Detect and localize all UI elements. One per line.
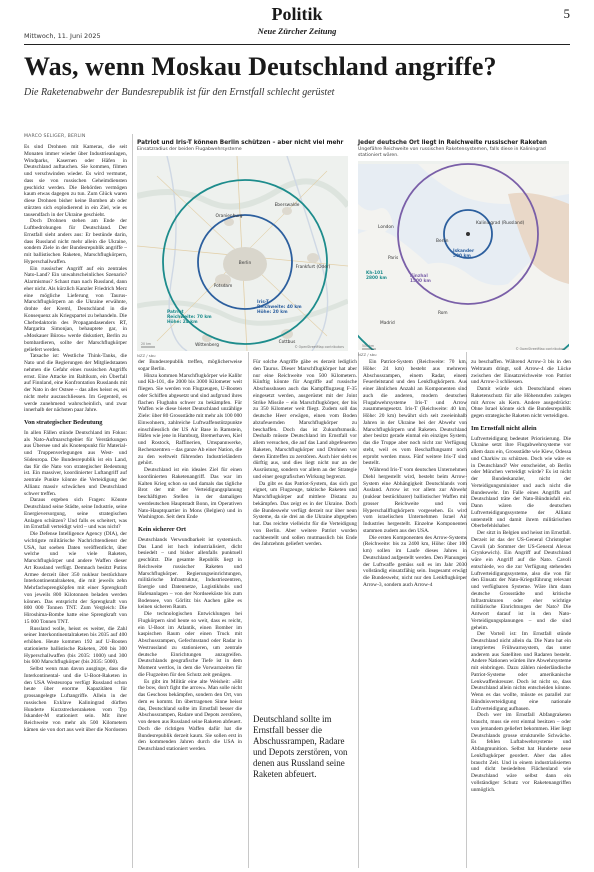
- page-number: 5: [563, 6, 570, 21]
- paragraph: Damit würde sich Deutschland einen Raketenschutz für alle Höhenstufen zulegen mit Arrow als Kern. Andere ausgedrückt: Ohne Israel könnte sich die Bundesrepublik gegen strategische Raketen nicht verteidigen.: [471, 386, 571, 419]
- paragraph: Für solche Angriffe gäbe es derzeit lediglich den Taurus. Dieser Marschflugkörper hat aber nur eine Reichweite von 500 Kilometern. Künftig könnte für Angriffe auf russische Abschussbasen auch das Kampfflugzeug F-35 eingesetzt werden, ausgerüstet mit der Joint Strike Missile – ein Marschflugkörper, der bis zu 350 Kilometer weit fliegt. Zudem soll das deutsche Heer erwägen, einen vom Boden abzufeuernden Marschflugkörper zu beschaffen. Doch das ist Zukunftsmusik. Deshalb müsste Deutschland im Ernstfall vor allem versuchen, die auf das Land abgefeuerten Raketen, Marschflugkörper und Drohnen vor deren Eintreffen zu zerstören. Auch hier sieht es dürftig aus, und dies liegt nicht nur an der Ausrüstung, sondern vor allem an der Strategie und einer geografischen Wirkung begrenzt.: [253, 359, 357, 480]
- map-label-patriot-range: Reichweite: 70 km: [167, 314, 212, 320]
- map-label-kh101: Kh-101: [366, 271, 384, 277]
- column-rule: [132, 134, 133, 868]
- map-city-rom: Rom: [438, 311, 448, 317]
- subheading: Von strategischer Bedeutung: [24, 419, 103, 426]
- paragraph: Luftverteidigung bedeutet Priorisierung. Die Ukraine setzt ihre Flugabwehrsysteme vor allem dazu ein, Grossstädte wie Kiew, Odessa und Charkiw zu schützen. Doch wie wäre es in Deutschland? Wer entscheidet, ob Berlin oder München verteidigt würde? Es ist nicht der Bundeskanzler, nicht der Verteidigungsminister und auch nicht die Bundeswehr. Im Falle eines Angriffs auf Deutschland träte der Nato-Bündnisfall ein. Dann wären die deutschen Luftverteidigungssysteme der Allianz unterstellt und damit ihrem militärischen Oberbefehlshaber.: [471, 435, 571, 530]
- map-credit: © OpenStreetMap contributors: [515, 347, 565, 352]
- article-column-5: [471, 359, 571, 793]
- map-city-madrid: Madrid: [380, 321, 395, 327]
- article-author: MARCO SELIGER, BERLIN: [24, 134, 86, 139]
- map-label-kinzhal: Kinzhal: [410, 274, 428, 280]
- publication-date: Mittwoch, 11. Juni 2025: [24, 32, 101, 40]
- body-text: [471, 359, 571, 793]
- map-subtitle: Einsatzradius der beiden Flugabwehrsysteme: [137, 147, 242, 152]
- article-headline: Was, wenn Moskau Deutschland angriffe?: [24, 52, 497, 81]
- body-text: [24, 144, 127, 734]
- map-city-paris: Paris: [388, 256, 399, 262]
- map-scale: 20 km: [141, 341, 152, 346]
- map-city-oranienburg: Oranienburg: [215, 213, 243, 219]
- column-rule: [248, 352, 249, 868]
- paragraph: Selbst wenn man davon ausginge, dass die Interkontinental- und die U-Boot-Raketen in den USA Westeuropa verfügt Russland schon heute über enorme Kapazitäten für grossangelegte Luftangriffe. Allein in der russischen Exklave Kaliningrad dürften Hunderte Kurzstreckenraketen vom Typ Iskander-M stationiert sein. Mit ihrer Reichweite von mehr als 500 Kilometern kämen sie von dort aus weit über die Nordosten: [24, 666, 127, 733]
- map-russian-missile-range: [358, 140, 569, 357]
- map-city-wittenberg: Wittenberg: [195, 342, 219, 348]
- article-subline: Die Raketenabwehr der Bundesrepublik ist für den Ernstfall schlecht gerüstet: [24, 87, 335, 98]
- subheading: Im Ernstfall nicht allein: [471, 424, 537, 432]
- map-label-patriot-altitude: Höhe: 24 km: [167, 319, 198, 325]
- paragraph: Da gibt es das Patriot-System, das sich gut eignet, um Flugzeuge, taktische Raketen und Marschflugkörper auf mittlere Distanz zu bekämpfen. Das zeigt es in der Ukraine. Doch die Bundeswehr verfügt derzeit nur über neun Systeme, da sie drei an die Ukraine abgegeben hat. Das reichte vielleicht für die Verteidigung von Berlin. Aber weitere Patriot wurden nachbestellt und sollen mutmasslich bis Ende des Jahrzehnts geliefert werden.: [253, 480, 357, 548]
- paragraph: Ein russischer Angriff auf ein zentrales Nato-Land? Ein unwahrscheinliches Szenario? Alarmismus? Schaut man nach Russland, dann eher nicht. Als kürzlich Kanzler Friedrich Merz eine mögliche Lieferung von Taurus-Marschflugkörpern an die Ukraine erwähnte, drohte der Kreml, Deutschland in die Konsequenz als Kriegspartei zu behandeln. Die Chefredaktorin des Propagandasenders RT, Margarita Simonjan, behauptete gar, in «Moskauer Büros» werde diskutiert, Berlin zu bombardieren, sollte der Marschflugkörper geliefert werden.: [24, 265, 127, 353]
- map-europe-svg: [358, 161, 569, 350]
- page-header: [24, 4, 570, 42]
- paragraph: Tatsache ist: Westliche Think-Tanks, die Nato und die Regierungen der Mitgliedstaaten nehmen die Gefahr eines russischen Angriffs ernst. Eine Attacke im Baltikum, ein Überfall auf Finnland, eine Konfrontation Russlands mit der Nato in der Ostsee – das alles heisst es, sei nicht mehr auszuschliessen. Im Gegenteil, es werde zunehmend wahrscheinlich, und zwar innerhalb der nächsten paar Jahre.: [24, 353, 127, 414]
- paragraph: Der sitzt in Belgien und heisst im Ernstfall. Derzeit ist das der US-General Christopher Cavoli (ab Sommer der US-General Alexus Grynkewich). Ein Angriff auf Deutschland wäre ein Angriff auf die Nato. Cavoli entschiede, wo die zur Verfügung stehenden Luftverteidigungssysteme, also die von für den Einsatz der Nato-Kriegsführung relevant und verfügbaren Systeme. Wäre ihm dann deutsche Grossstädte und kritische Infrastrukturen oder eher wichtige militärische Einrichtungen der Nato? Die Antwort darauf ist in den Nato-Verteidigungsplanungen – und die sind geheim.: [471, 530, 571, 631]
- header-rule: [24, 44, 570, 45]
- paragraph: Russland wolle, heisst es weiter, die Zahl seiner Interkontinentalraketen bis 2035 auf 400 erhöhen. Heute kommen 192 auf U-Booten stationierte ballistische Raketen, 200 bis 300 Hyperschallwaffen (bis 2035: 1000) und 300 bis 600 Marschflugkörper (bis 2035: 5000).: [24, 625, 127, 666]
- map-city-london: London: [378, 225, 394, 231]
- body-text: [253, 359, 357, 548]
- article-column-2: [138, 359, 242, 753]
- map-label-iskander-range: 500 km: [453, 254, 471, 260]
- article-column-1: [24, 134, 127, 734]
- map-title: Jeder deutsche Ort liegt in Reichweite russischer Raketen: [358, 140, 548, 146]
- map-label-iris-t-range: Reichweite: 40 km: [257, 304, 302, 310]
- paragraph: Es sind Drohnen mit Kameras, die seit Monaten immer wieder über Industrieanlagen, Windparks, Kasernen oder Häfen in Deutschland auftauchen. Sie kommen, filmen und verschwinden wieder. Es wird vermutet, dass sie von russischen Geheimdiensten geschickt werden. Die Behörden vermögen kaum etwas dagegen zu tun. Zum Glück waren diese Drohnen bisher keine Bomben ab oder stürzten sich explodierend in ein Ziel, wie es tausendfach in der Ukraine geschieht.: [24, 144, 127, 218]
- map-frame[interactable]: [358, 161, 569, 350]
- paragraph: zu beschaffen. Während Arrow-3 bis in den Weltraum dringt, soll Arrow-4 die Lücke zwischen der Einsatzreichweite von Patriot und Arrow-3 schliessen.: [471, 359, 571, 386]
- map-footer: NZZ / sbu: [137, 352, 156, 358]
- paragraph: Die ersten Komponenten des Arrow-Systems (Reichweite: bis zu 2400 km, Höhe: über 100 km) sollen im Laufe dieses Jahres in Deutschland aufgestellt werden. Den Planungen der Luftwaffe gemäss soll es im Jahr 2030 vollständig einsatzfähig sein. Insgesamt erwägt die Bundeswehr, nicht nur den Lenkflugkörper Arrow-3, sondern auch Arrow-4: [363, 534, 467, 588]
- map-credit: © OpenStreetMap contributors: [294, 344, 344, 349]
- subheading: Kein sicherer Ort: [138, 526, 187, 533]
- map-city-berlin: Berlin: [436, 239, 449, 245]
- map-city-potsdam: Potsdam: [213, 283, 233, 289]
- body-text: [138, 359, 242, 753]
- paragraph: Der Vorteil ist: Im Ernstfall stünde Deutschland nicht allein da. Die Nato hat ein integriertes Frühwarnsystem, das unter anderem aus Satelliten und Radaren besteht. Andere Nationen würden ihre Abwehrsysteme mit einbringen. Dazu zählen niederländische Patriot-Systeme oder amerikanische Lenkwaffenkreuzer. Doch ist nicht so, dass Deutschland allein nichts entscheiden könnte. Wenn es das wollte, müsste es parallel zur Bündnisverteidigung eine nationale Luftverteidigung aufbauen.: [471, 631, 571, 712]
- article-column-3: [253, 359, 357, 709]
- body-text: [363, 359, 467, 589]
- paragraph: Daraus ergeben sich Fragen: Könnte Deutschland seine Städte, seine Industrie, seine Energieversorgung, seine strategischen Anlagen schützen? Und falls es scheitert, was im Ernstfall verteidigt wird – und was nicht?: [24, 497, 127, 531]
- paragraph: Während Iris-T vom deutschen Unternehmen Diehl hergestellt wird, besteht beim Arrow-System eine Abhängigkeit Deutschlands vom Ausland. Arrow ist vor allem zur Abwehr (nuklear bestückbarer) ballistischer Waffen mit grosser Reichweite und von Hyperschallflugkörpern vorgesehen. Es wird vom israelischen Unternehmen Israel Air Industries hergestellt. Einzelne Komponenten stammen zudem aus den USA.: [363, 467, 467, 534]
- map-label-kinzhal-range: 1500 km: [410, 279, 431, 285]
- column-rule: [358, 352, 359, 868]
- map-label-iris-t-altitude: Höhe: 20 km: [257, 309, 288, 315]
- map-frame[interactable]: [137, 156, 348, 351]
- map-label-kh101-range: 2800 km: [366, 276, 387, 282]
- map-city-eberswalde: Eberswalde: [274, 202, 300, 208]
- map-subtitle: Ungefähre Reichweite von russischen Raketensystemen, falls diese in Kaliningrad stationiert wären.: [358, 147, 546, 158]
- map-berlin-svg: [137, 156, 348, 351]
- paragraph: Doch wer im Ernstfall Abfangraketen braucht, muss sie erst einmal besitzen – oder von jemandem geliefert bekommen. Hier liegt Deutschlands grosse strukturelle Schwäche. Es fehlen Luftabwehrsysteme und Abfangmunition. Selbst hat Hunderte neue Lenkflugkörper geordert. Aber das alles braucht Zeit. Und in einem industrialisierten und dicht besiedelten Flächenland wie Deutschland wäre selbst dann ein vollständiger Schutz vor Raketenangriffen unmöglich.: [471, 712, 571, 793]
- map-berlin-air-defense: [137, 140, 348, 358]
- paragraph: In allen Fällen stünde Deutschland im Fokus: als Nato-Aufmarschgebiet für Verstärkungen aus Übersee und als Knotenpunkt für Material- und Truppenverlegungen aus West- und Südeuropa. Die Bundesrepublik ist ein Land, das für die Nato von strategischer Bedeutung ist. Ein massiver, koordinierter Luftangriff auf zentrale Punkte könnte die Verteidigung der Allianz massiv schwächen und Deutschland schwer treffen.: [24, 429, 127, 497]
- pull-quote: Deutschland sollte im Ernstfall besser die Abschussrampen, Radare und Depots zerstören, von denen aus Russland seine Raketen abfeuert.: [253, 714, 348, 779]
- paragraph: Die Defense Intelligence Agency (DIA), der wichtigste militärische Nachrichtendienst der USA, hat soeben Daten veröffentlicht, über welche und wie viele Raketen, Marschflugkörper und andere Waffen dieser Art Russland verfügt. Demnach besitzt Putins Armee derzeit über 350 nuklear bestückbare Interkontinentalraketen, die mit jeweils zehn Mehrfachsprengköpfen mit einer Sprengkraft von jeweils 800 Kilotonnen beladen werden können. Das entspricht der Sprengkraft von 800 000 Tonnen TNT. Zum Vergleich: Die Hiroshima-Bombe hatte eine Sprengkraft von 15 000 Tonnen TNT.: [24, 531, 127, 625]
- map-label-patriot: Patriot: [167, 309, 184, 315]
- map-footer: NZZ / sbu: [358, 352, 377, 358]
- paragraph: Deutschland ist ein ideales Ziel für einen koordinierten Raketenangriff. Das war im Kalten Krieg schon so und damals das tägliche Brot der mit der Verteidigungsplanung beschäftigten Stellen in der damaligen westdeutschen Hauptstadt Bonn, im Operativen Nato-Hauptquartier in Mons (Belgien) und in Washington. Seit dem Ende: [138, 467, 242, 521]
- map-label-iskander: Iskander: [453, 249, 475, 255]
- paragraph: der Bundesrepublik treffen, möglicherweise sogar Berlin.: [138, 359, 242, 372]
- paragraph: Ein Patriot-System (Reichweite: 70 km, Höhe: 24 km) besteht aus mehreren Abschussrampen, einem Radar, einem Feuerleitstand und den Lenkflugkörpern. Aus einer ähnlichen Anzahl an Komponenten sind auch die anderen, modern deutschen Flugabwehrsysteme Iris-T und Arrow zusammengesetzt. Iris-T (Reichweite: 40 km, Höhe: 20 km) bewährt sich seit zweieinhalb Jahren in der Ukraine bei der Abwehr von Marschflugkörpern und Raketen. Deutschland aber besitzt gerade einmal ein einziges System, das die Truppe aber noch nicht zur Verfügung steht, weil es vom Beschaffungsamt noch erprobt werden muss. Fünf weitere Iris-T sind bestellt.: [363, 359, 467, 467]
- map-label-iris-t: Iris-T: [257, 299, 269, 305]
- newspaper-name: Neue Zürcher Zeitung: [257, 26, 337, 36]
- map-city-berlin: Berlin: [238, 260, 252, 266]
- paragraph: Hinzu kommen Marschflugkörper wie Kalibr und Kh-101, die 2000 bis 3000 Kilometer weit fliegen. Sie werden von Flugzeugen, U-Booten oder Schiffen abgesetzt und sind aufgrund ihres flachen Flugbahn schwer zu bekämpfen. Für Waffen wie diese bietet Deutschland unzählige Ziele: über 80 Grossstädte mit mehr als 100 000 Einwohnern, zahlreiche Luftwaffenstützpunkte einschliesslich der US Air Base in Ramstein, Häfen wie jene in Hamburg, Bremerhaven, Kiel und Rostock, Raffinerien, Umspannwerke, Rechenzentren – das ganze Ab einer Nation, die zu den weltweit führenden Industrieländern gehört.: [138, 372, 242, 467]
- section-title: Politik: [271, 4, 323, 24]
- paragraph: Doch Drohnen stehen am Ende der Luftbedrohungen für Deutschland. Der Ernstfall sieht anders aus: Er bestünde darin, dass Russland nicht mehr allein die Ukraine, sondern Ziele in der Bundesrepublik angriffe – mit ballistischen Raketen, Marschflugkörpern, Hyperschallwaffen.: [24, 218, 127, 265]
- paragraph: Die technologischen Entwicklungen bei Flugkörpern sind heute so weit, dass es reicht, ein U-Boot im Atlantik, einen Bomber im kaspischen Raum oder einen Truck mit Abschussrampen, Gefechtsstand oder Radar in Westrussland zu stationieren, um zentrale deutsche Einrichtungen anzugreifen. Deutschlands geografische Tiefe ist in dem Moment wertlos, in dem die Vorwarnzeiten für die Flugzeiten für den Schutz zeit genügen.: [138, 611, 242, 678]
- map-scale: 500 km: [362, 344, 375, 349]
- paragraph: Deutschlands Verwundbarkeit ist systemisch. Das Land ist hoch industrialisiert, dicht besiedelt – und bisher allenfalls punktuell geschützt. Die gesamte Republik liegt in Reichweite russischer Raketen und Marschflugkörper. Regierungseinrichtungen, militärische Infrastruktur, Industriezentren, Energie und Datennetze, Logistikhubs und Hafenanlagen – von der Nordseeküste bis zum Bodensee, von Görlitz bis Aachen gäbe es keinen sicheren Raum.: [138, 536, 242, 611]
- map-city-cottbus: Cottbus: [278, 339, 296, 345]
- map-title: Patriot und Iris-T können Berlin schützen – aber nicht viel mehr: [137, 140, 344, 146]
- map-city-frankfurt-oder: Frankfurt (Oder): [295, 264, 331, 270]
- paragraph: Es gibt im Militär eine alte Weisheit: «Hit the bow, don't fight the arrow». Man solle nicht das Geschoss bekämpfen, sondern den Ort, von dem es kommt. Im übertragenen Sinne heisst das, Deutschland sollte im Ernstfall besser die Abschussrampen, Radare und Depots zerstören, von denen aus Russland seine Raketen abfeuert. Doch die richtigen Waffen dafür hat die Bundesrepublik derzeit kaum. Sie sollen erst in den kommenden Jahren durch die USA in Deutschland stationiert werden.: [138, 678, 242, 752]
- article-column-4: [363, 359, 467, 589]
- map-label-kaliningrad: Kaliningrad (Russland): [476, 221, 525, 227]
